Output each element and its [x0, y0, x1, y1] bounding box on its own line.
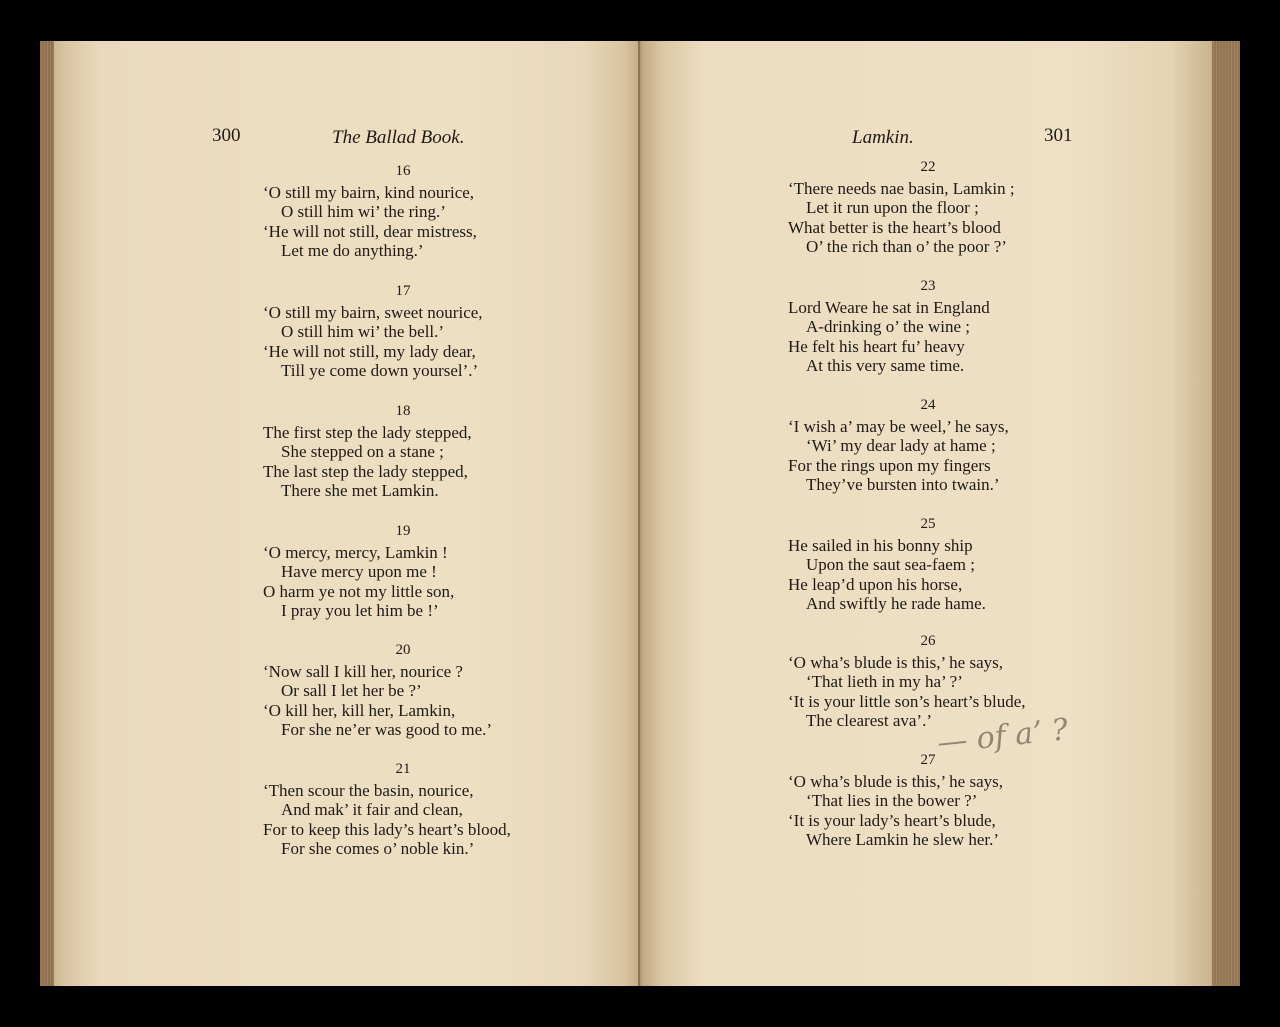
right-page-number: 301 [1044, 125, 1073, 146]
verse-line: ‘He will not still, dear mistress, [263, 221, 477, 241]
verse-line: He sailed in his bonny ship [788, 535, 973, 555]
verse-line: Lord Weare he sat in England [788, 297, 990, 317]
verse-line: The clearest ava’.’ [806, 711, 932, 731]
verse-line: ‘It is your little son’s heart’s blude, [788, 691, 1026, 711]
verse-line: O still him wi’ the ring.’ [281, 202, 446, 222]
verse-line: She stepped on a stane ; [281, 442, 444, 462]
verse-line: ‘O wha’s blude is this,’ he says, [788, 652, 1003, 672]
stanza-number: 23 [920, 278, 936, 294]
stanza-22 [788, 158, 1068, 257]
stanza-number: 22 [920, 159, 936, 175]
stanza-number: 19 [395, 523, 411, 539]
stanza-23 [788, 277, 1068, 376]
verse-line: Or sall I let her be ?’ [281, 681, 422, 701]
verse-line: ‘O wha’s blude is this,’ he says, [788, 771, 1003, 791]
right-page [642, 41, 1240, 986]
verse-line: The last step the lady stepped, [263, 461, 468, 481]
stanza-number: 24 [920, 397, 936, 413]
stanza-17 [263, 282, 543, 381]
verse-line: ‘There needs nae basin, Lamkin ; [788, 178, 1015, 198]
verse-line: He felt his heart fu’ heavy [788, 336, 965, 356]
verse-line: For she ne’er was good to me.’ [281, 720, 493, 740]
right-page-edges [1212, 41, 1240, 986]
stanza-24 [788, 396, 1068, 495]
verse-line: Till ye come down yoursel’.’ [281, 361, 479, 381]
verse-line: ‘Wi’ my dear lady at hame ; [806, 436, 996, 456]
stanza-25 [788, 515, 1068, 614]
verse-line: The first step the lady stepped, [263, 422, 472, 442]
verse-line: ‘O mercy, mercy, Lamkin ! [263, 542, 448, 562]
stanza-27 [788, 751, 1068, 850]
verse-line: ‘That lieth in my ha’ ?’ [806, 672, 963, 692]
stanza-number: 16 [395, 163, 411, 179]
verse-line: ‘It is your lady’s heart’s blude, [788, 810, 996, 830]
verse-line: ‘Then scour the basin, nourice, [263, 780, 474, 800]
verse-line: O still him wi’ the bell.’ [281, 322, 445, 342]
stanza-18 [263, 402, 543, 501]
verse-line: For to keep this lady’s heart’s blood, [263, 819, 511, 839]
left-running-head: The Ballad Book. [332, 127, 465, 148]
stanza-number: 25 [920, 516, 936, 532]
stanza-16 [263, 162, 543, 261]
stanza-number: 20 [395, 642, 411, 658]
verse-line: And mak’ it fair and clean, [281, 800, 463, 820]
open-book [40, 41, 1240, 986]
verse-line: Have mercy upon me ! [281, 562, 437, 582]
verse-line: They’ve bursten into twain.’ [806, 475, 1000, 495]
verse-line: ‘Now sall I kill her, nourice ? [263, 661, 463, 681]
verse-line: Let it run upon the floor ; [806, 198, 979, 218]
right-running-head: Lamkin. [852, 127, 914, 148]
left-page-number: 300 [212, 125, 241, 146]
left-page [40, 41, 640, 986]
verse-line: ‘I wish a’ may be weel,’ he says, [788, 416, 1009, 436]
verse-line: Let me do anything.’ [281, 241, 424, 261]
verse-line: Upon the saut sea-faem ; [806, 555, 975, 575]
verse-line: ‘O still my bairn, kind nourice, [263, 182, 475, 202]
stanza-19 [263, 522, 543, 621]
stanza-20 [263, 641, 543, 740]
verse-line: ‘O still my bairn, sweet nourice, [263, 302, 483, 322]
stanza-number: 18 [395, 403, 411, 419]
verse-line: For the rings upon my fingers [788, 455, 991, 475]
handwritten-note: — of a’ ? [935, 712, 1070, 761]
left-page-edges [40, 41, 54, 986]
stanza-number: 26 [920, 633, 936, 649]
verse-line: ‘O kill her, kill her, Lamkin, [263, 700, 456, 720]
verse-line: ‘That lies in the bower ?’ [806, 791, 978, 811]
verse-line: For she comes o’ noble kin.’ [281, 839, 475, 859]
verse-line: What better is the heart’s blood [788, 217, 1001, 237]
verse-line: O harm ye not my little son, [263, 581, 455, 601]
verse-line: And swiftly he rade hame. [806, 594, 986, 614]
verse-line: There she met Lamkin. [281, 481, 439, 501]
stanza-number: 21 [395, 761, 411, 777]
verse-line: A-drinking o’ the wine ; [806, 317, 970, 337]
stanza-number: 27 [920, 752, 936, 768]
verse-line: ‘He will not still, my lady dear, [263, 341, 476, 361]
verse-line: He leap’d upon his horse, [788, 574, 963, 594]
verse-line: Where Lamkin he slew her.’ [806, 830, 1000, 850]
verse-line: I pray you let him be !’ [281, 601, 439, 621]
stanza-21 [263, 760, 543, 859]
verse-line: O’ the rich than o’ the poor ?’ [806, 237, 1007, 257]
stanza-number: 17 [395, 283, 411, 299]
verse-line: At this very same time. [806, 356, 965, 376]
